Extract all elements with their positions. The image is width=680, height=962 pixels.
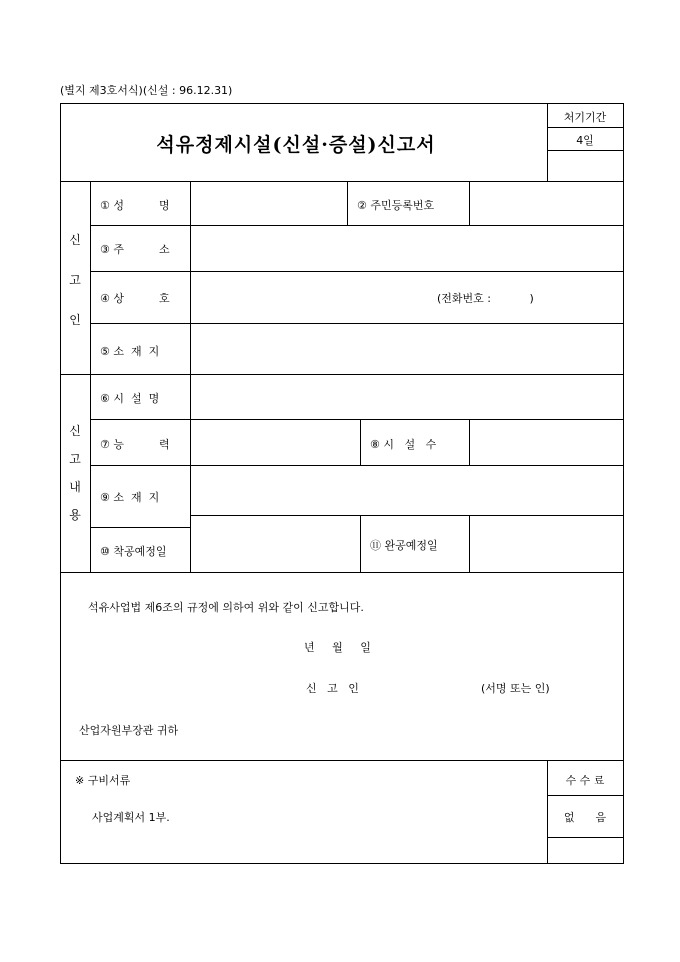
- fee-label: 수 수 료: [565, 774, 605, 787]
- capacity-value-divider: [360, 419, 361, 465]
- completion-date-label: ⑪ 완공예정일: [370, 539, 438, 552]
- section-line-4: [60, 760, 624, 761]
- completion-value-divider: [469, 515, 470, 572]
- address-label: ③ 주 소: [100, 243, 170, 256]
- row-line: [90, 271, 624, 272]
- report-section-char: 신: [69, 424, 81, 438]
- report-section-char: 고: [69, 452, 81, 466]
- signature-note: (서명 또는 인): [481, 682, 550, 695]
- facility-location-label: ⑨ 소 재 지: [100, 491, 160, 504]
- start-value-divider: [360, 515, 361, 572]
- report-section-char: 내: [69, 480, 81, 494]
- row-line: [190, 515, 624, 516]
- section-line-1: [60, 181, 624, 182]
- row-line: [90, 465, 624, 466]
- fee-line-2: [547, 837, 623, 838]
- capacity-label: ⑦ 능 력: [100, 438, 170, 451]
- start-date-label: ⑩ 착공예정일: [100, 545, 167, 558]
- field-label-col-line: [190, 181, 191, 572]
- declaration-statement: 석유사업법 제6조의 규정에 의하여 위와 같이 신고합니다.: [88, 601, 364, 614]
- form-header-note: (별지 제3호서식)(신설 : 96.12.31): [60, 84, 233, 97]
- phone-number-label: (전화번호 : ): [437, 292, 534, 305]
- section-line-2: [60, 374, 624, 375]
- fee-value: 없 음: [563, 811, 607, 824]
- processing-line-1: [547, 127, 623, 128]
- form-title: 석유정제시설(신설·증설)신고서: [156, 134, 436, 156]
- rrn-label: ② 주민등록번호: [357, 199, 435, 212]
- fee-divider-line: [547, 760, 548, 863]
- reporter-section-char: 인: [69, 313, 81, 327]
- row-line: [90, 419, 624, 420]
- section-line-3: [60, 572, 624, 573]
- fee-line-1: [547, 795, 623, 796]
- row-line: [90, 225, 624, 226]
- report-section-char: 용: [69, 508, 81, 522]
- frame-bottom-line: [60, 863, 624, 864]
- facility-name-label: ⑥ 시 설 명: [100, 392, 160, 405]
- title-divider-line: [547, 103, 548, 181]
- reporter-section-char: 고: [69, 273, 81, 287]
- count-value-divider: [469, 419, 470, 465]
- addressee: 산업자원부장관 귀하: [79, 724, 179, 737]
- section-label-col-line: [90, 181, 91, 572]
- reporter-section-char: 신: [69, 233, 81, 247]
- business-location-label: ⑤ 소 재 지: [100, 345, 160, 358]
- required-documents-label: ※ 구비서류: [75, 774, 131, 787]
- processing-period-label: 처기기간: [563, 111, 607, 124]
- frame-left-line: [60, 103, 61, 863]
- declaration-date-line: 년 월 일: [304, 641, 371, 654]
- name-label: ① 성 명: [100, 199, 170, 212]
- required-documents-item: 사업계획서 1부.: [92, 811, 170, 824]
- row-line: [90, 323, 624, 324]
- processing-period-value: 4일: [576, 134, 594, 147]
- frame-right-line: [623, 103, 624, 863]
- frame-top-line: [60, 103, 624, 104]
- name-value-divider: [347, 181, 348, 225]
- facility-count-label: ⑧ 시 설 수: [370, 438, 437, 451]
- declaration-reporter-line: 신 고 인: [306, 682, 359, 695]
- trade-name-label: ④ 상 호: [100, 292, 170, 305]
- row-line: [90, 527, 190, 528]
- rrn-value-divider: [469, 181, 470, 225]
- processing-line-2: [547, 150, 623, 151]
